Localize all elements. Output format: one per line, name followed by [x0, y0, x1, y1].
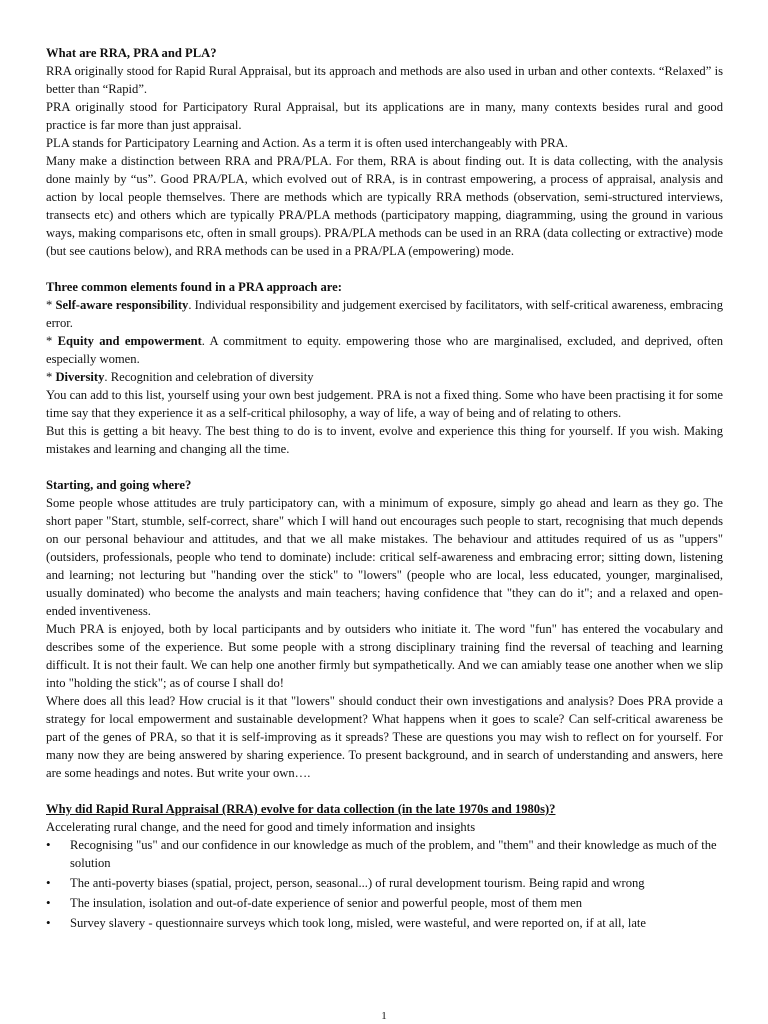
section-heading: What are RRA, PRA and PLA? [46, 46, 217, 60]
list-item: • Recognising "us" and our confidence in our knowledge as much of the problem, and "them" and their knowledge as much of the solution [46, 837, 717, 870]
paragraph: Where does all this lead? How crucial is it that "lowers" should conduct their own investigations and analysis? Does PRA provide a strategy for local empowerment and sustainable development? What happens when it goes to scale? Can self-critical awareness be part of the genes of PRA, so that it is self-improving as it spreads? These are questions you may wish to reflect on for yourself. For many now they are being answered by sharing experience. To present background, and in search of understanding and answers, here are some headings and notes. But write your own…. [46, 694, 723, 780]
bullet-list [46, 836, 723, 932]
paragraph: PLA stands for Participatory Learning and Action. As a term it is often used interchangeably with PRA. [46, 136, 568, 150]
paragraph: Many make a distinction between RRA and PRA/PLA. For them, RRA is about finding out. It is data collecting, with the analysis done mainly by “us”. Good PRA/PLA, which evolved out of RRA, is in contrast empowering, a process of appraisal, analysis and action by local people themselves. There are methods which are typically RRA methods (observation, semi-structured interviews, transects etc) and others which are typically PRA/PLA methods (participatory mapping, diagramming, using the ground in various ways, making comparisons etc, often in small groups). PRA/PLA methods can be used in an RRA (data collecting or extractive) mode (but see cautions below), and RRA methods can be used in a PRA/PLA (empowering) mode. [46, 154, 723, 258]
bullet-icon: • [46, 837, 51, 852]
list-item: • The anti-poverty biases (spatial, project, person, seasonal...) of rural development tourism. Being rapid and wrong [46, 875, 645, 890]
document-page [46, 44, 723, 934]
paragraph: You can add to this list, yourself using your own best judgement. PRA is not a fixed thing. Some who have been practising it for some time say that they experience it as a self-critical philosophy, a way of life, a way of being and of relating to others. [46, 388, 723, 420]
paragraph: RRA originally stood for Rapid Rural Appraisal, but its approach and methods are also used in urban and other contexts. “Relaxed” is better than “Rapid”. [46, 64, 723, 96]
element-term: Equity and empowerment [57, 334, 202, 348]
section-heading: Three common elements found in a PRA approach are: [46, 280, 342, 294]
paragraph: But this is getting a bit heavy. The best thing to do is to invent, evolve and experience this thing for yourself. If you wish. Making mistakes and learning and changing all the time. [46, 424, 723, 456]
page-number: 1 [381, 1010, 387, 1022]
element-term: Diversity [55, 370, 105, 384]
element-item: * Equity and empowerment. A commitment to equity. empowering those who are marginalised, excluded, and deprived, often especially women. [46, 334, 723, 366]
element-item: * Diversity. Recognition and celebration of diversity [46, 370, 314, 384]
bullet-icon: • [46, 895, 51, 910]
bullet-icon: • [46, 875, 51, 890]
paragraph: Some people whose attitudes are truly participatory can, with a minimum of exposure, simply go ahead and learn as they go. The short paper "Start, stumble, self-correct, share" which I will hand out encourages such people to start, recognising that much depends on our personal behaviour and attitudes, and that we all make mistakes. The behaviour and attitudes required of us as "uppers" (outsiders, professionals, people who tend to dominate) include: critical self-awareness and embracing error; sitting down, listening and learning; not lecturing but "handing over the stick" to "lowers" (people who are local, less educated, younger, marginalised, usually dominated) who become the analysts and main teachers; having confidence that "they can do it"; and a relaxed and open-ended inventiveness. [46, 496, 723, 618]
section-heading: Why did Rapid Rural Appraisal (RRA) evolve for data collection (in the late 1970s and 1980s)? [46, 802, 556, 816]
element-item: * Self-aware responsibility. Individual responsibility and judgement exercised by facilitators, with self-critical awareness, embracing error. [46, 298, 723, 330]
paragraph: Much PRA is enjoyed, both by local participants and by outsiders who initiate it. The word "fun" has entered the vocabulary and describes some of the experience. But some people with a strong disciplinary training find the reversal of teaching and learning difficult. It is not their fault. We can help one another firmly but sympathetically. And we can amiably tease one another when we slip into "holding the stick"; as of course I shall do! [46, 622, 723, 690]
element-term: Self-aware responsibility [55, 298, 189, 312]
lead-sentence: Accelerating rural change, and the need for good and timely information and insights [46, 820, 476, 834]
list-item: • The insulation, isolation and out-of-date experience of senior and powerful people, most of them men [46, 895, 582, 910]
bullet-icon: • [46, 915, 51, 930]
paragraph: PRA originally stood for Participatory Rural Appraisal, but its applications are in many, many contexts besides rural and good practice is far more than just appraisal. [46, 100, 723, 132]
list-item: • Survey slavery - questionnaire surveys which took long, misled, were wasteful, and were reported on, if at all, late [46, 915, 646, 930]
section-heading: Starting, and going where? [46, 478, 192, 492]
